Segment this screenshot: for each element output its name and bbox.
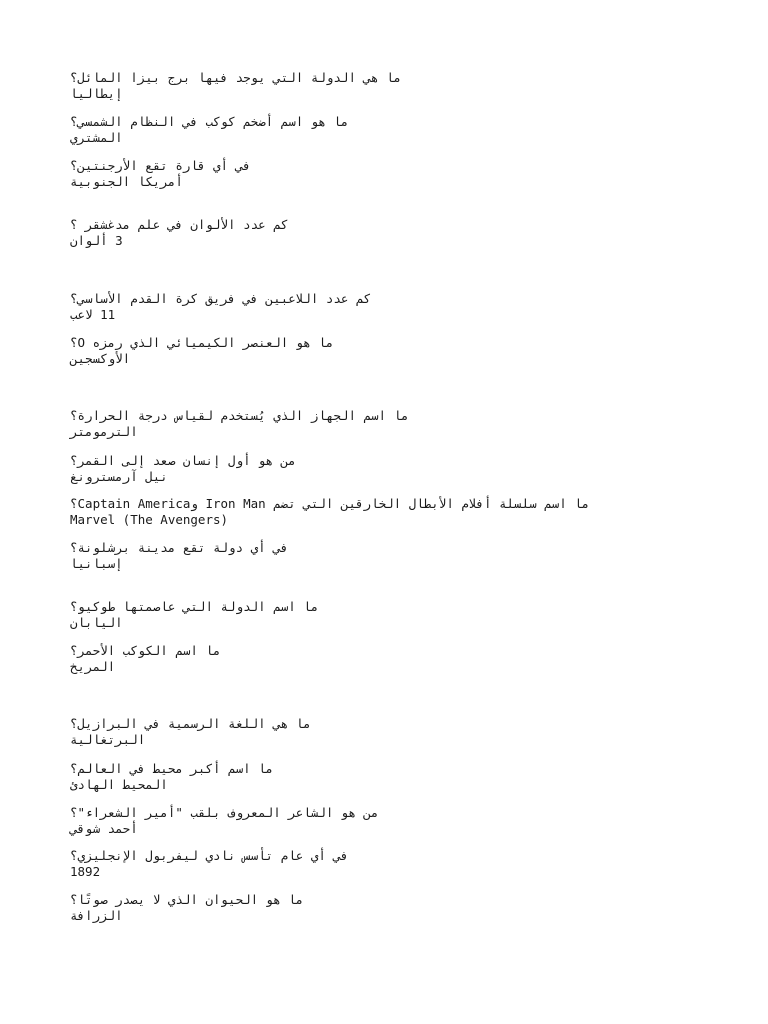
question-text: ما هو العنصر الكيميائي الذي رمزه O؟ [70,335,334,350]
question-text: ما هي اللغة الرسمية في البرازيل؟ [70,716,311,731]
question-text: في أي عام تأسس نادي ليفربول الإنجليزي؟ [70,848,349,863]
answer-text: اليابان [70,615,123,630]
answer-text: إيطاليا [70,86,123,101]
question-text: ما اسم سلسلة أفلام الأبطال الخارقين التي تضم Iron Man وCaptain America؟ [70,496,590,511]
answer-text: أمريكا الجنوبية [70,174,183,189]
question-text: ما اسم الجهاز الذي يُستخدم لقياس درجة الحرارة؟ [70,408,409,423]
answer-text: نيل آرمسترونغ [70,469,168,484]
answer-text: المشتري [70,130,123,145]
question-text: ما هي الدولة التي يوجد فيها برج بيزا المائل؟ [70,70,402,85]
answer-text: 1892 [70,864,101,879]
question-text: في أي دولة تقع مدينة برشلونة؟ [70,540,289,555]
question-text: في أي قارة تقع الأرجنتين؟ [70,158,251,173]
answer-text: الأوكسجين [70,351,131,366]
answer-text: الزرافة [70,908,123,923]
answer-text: 11 لاعب [70,307,116,322]
answer-text: المريخ [70,659,116,674]
answer-text: أحمد شوقي [70,821,138,836]
answer-text: 3 ألوان [70,233,123,248]
question-text: ما اسم الكوكب الأحمر؟ [70,643,221,658]
question-text: كم عدد اللاعبين في فريق كرة القدم الأساسي؟ [70,291,372,306]
question-text: من هو أول إنسان صعد إلى القمر؟ [70,453,296,468]
question-text: ما اسم الدولة التي عاصمتها طوكيو؟ [70,599,319,614]
question-text: من هو الشاعر المعروف بلقب "أمير الشعراء"؟ [70,805,379,820]
answer-text: Marvel (The Avengers) [70,512,229,527]
question-text: كم عدد الألوان في علم مدغشقر ؟ [70,217,289,232]
question-text: ما هو اسم أضخم كوكب في النظام الشمسي؟ [70,114,349,129]
answer-text: الترمومتر [70,424,138,439]
answer-text: البرتغالية [70,732,146,747]
answer-text: المحيط الهادئ [70,777,168,792]
question-text: ما اسم أكبر محيط في العالم؟ [70,761,274,776]
question-text: ما هو الحيوان الذي لا يصدر صوتًا؟ [70,892,304,907]
answer-text: إسبانيا [70,556,123,571]
